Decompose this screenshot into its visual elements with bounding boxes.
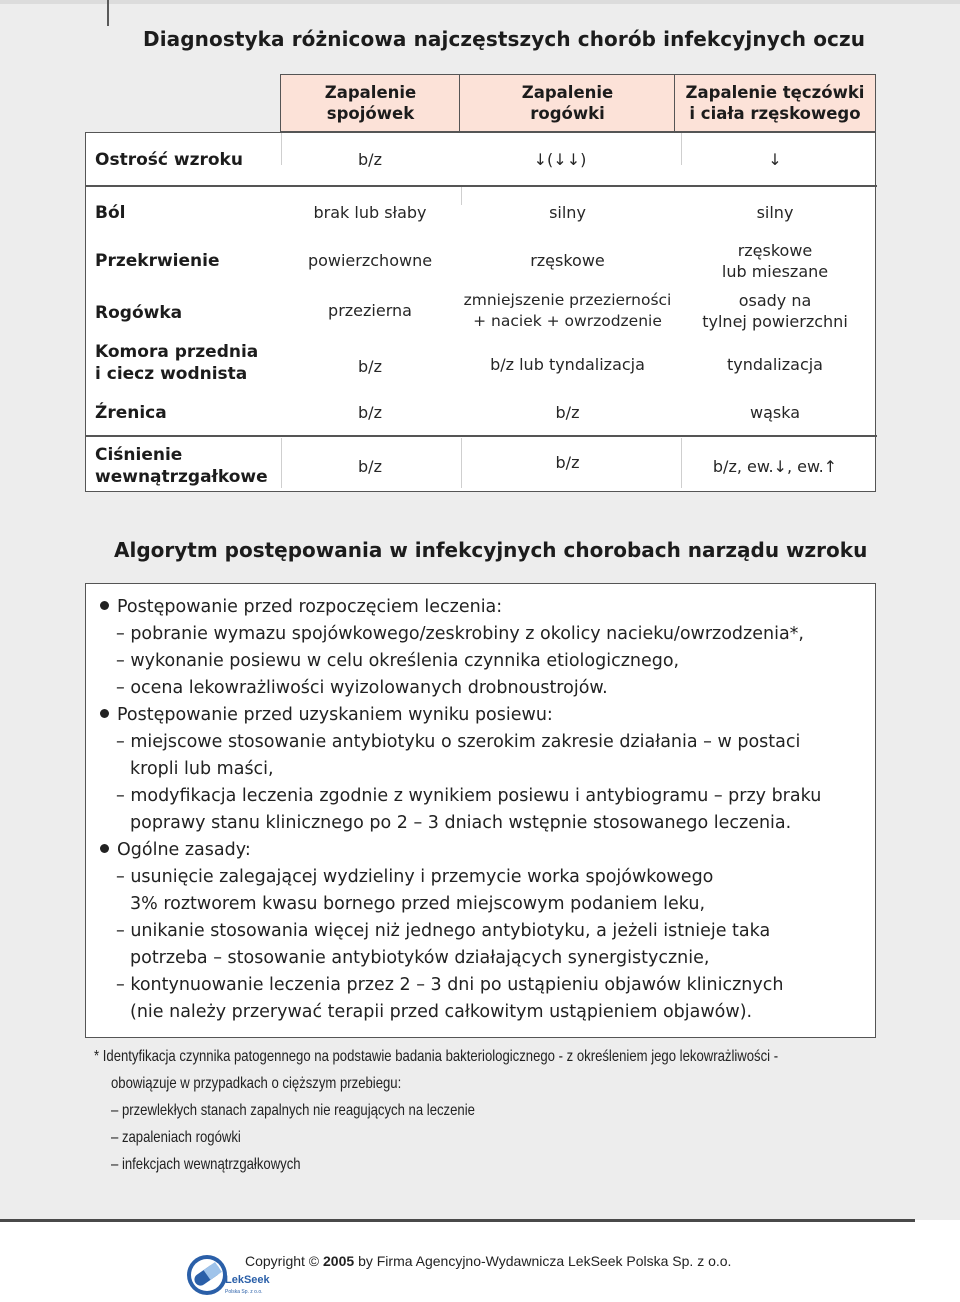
- panel-top-marker: [107, 0, 109, 26]
- cell-iop-conjunctivitis: b/z: [358, 457, 382, 476]
- cell-hyperemia-conjunctivitis: powierzchowne: [307, 251, 433, 270]
- algorithm-line-text: kropli lub maści,: [130, 759, 274, 779]
- row-label-pupil: Źrenica: [95, 403, 167, 423]
- row-label-cornea: Rogówka: [95, 303, 183, 323]
- algorithm-item: [116, 974, 783, 996]
- copyright-prefix: Copyright ©: [245, 1253, 320, 1269]
- panel-top-edge: [0, 0, 960, 4]
- logo-text: LekSeek: [225, 1274, 270, 1286]
- algorithm-item: [116, 866, 713, 888]
- footnote-line: – przewlekłych stanach zapalnych nie reagujących na leczenie: [111, 1102, 475, 1119]
- cell-acuity-keratitis: ↓(↓↓): [533, 150, 587, 169]
- algorithm-line-text: – miejscowe stosowanie antybiotyku o szerokim zakresie działania – w postaci: [116, 732, 801, 752]
- algorithm-item: [116, 785, 821, 807]
- cell-chamber-keratitis: b/z lub tyndalizacja: [490, 355, 645, 374]
- cell-pain-keratitis: silny: [549, 203, 586, 222]
- logo-subtext: Polska Sp. z o.o.: [225, 1289, 263, 1295]
- algorithm-item: [130, 812, 791, 834]
- column-header-keratitis: Zapalenie rogówki: [459, 74, 676, 132]
- algorithm-line-text: potrzeba – stosowanie antybiotyków działających synergistycznie,: [130, 948, 710, 968]
- algorithm-line-text: – modyfikacja leczenia zgodnie z wynikiem posiewu i antybiogramu – przy braku: [116, 786, 822, 806]
- row-divider: [86, 435, 877, 437]
- algorithm-line-text: – kontynuowanie leczenia przez 2 – 3 dni po ustąpieniu objawów klinicznych: [116, 975, 784, 995]
- algorithm-item: [116, 731, 800, 753]
- cell-iop-iridocyclitis: b/z, ew.↓, ew.↑: [712, 457, 838, 476]
- cell-pupil-conjunctivitis: b/z: [358, 403, 382, 422]
- algorithm-line-text: – unikanie stosowania więcej niż jednego antybiotyku, a jeżeli istnieje taka: [116, 921, 771, 941]
- algorithm-line-text: Postępowanie przed rozpoczęciem leczenia:: [117, 597, 503, 617]
- cell-iop-keratitis: b/z: [555, 453, 580, 472]
- cell-hyperemia-iridocyclitis: rzęskowe lub mieszane: [721, 241, 829, 281]
- copyright-publisher: by Firma Agencyjno-Wydawnicza LekSeek Polska Sp. z o.o.: [358, 1253, 732, 1269]
- algorithm-item: [130, 893, 705, 915]
- diagnosis-table: [85, 74, 876, 492]
- algorithm-item: [130, 758, 274, 780]
- row-label-visual-acuity: Ostrość wzroku: [95, 150, 243, 170]
- copyright-line: [245, 1253, 731, 1269]
- cell-chamber-iridocyclitis: tyndalizacja: [727, 355, 823, 374]
- footnote-line: – infekcjach wewnątrzgałkowych: [111, 1156, 301, 1173]
- algorithm-line-text: – usunięcie zalegającej wydzieliny i przemycie worka spojówkowego: [116, 867, 714, 887]
- cell-cornea-conjunctivitis: przezierna: [328, 301, 412, 320]
- bullet-dot-icon: [100, 844, 109, 853]
- cell-chamber-conjunctivitis: b/z: [358, 357, 382, 376]
- algorithm-item: [116, 677, 608, 699]
- algorithm-item: [116, 920, 770, 942]
- cell-pain-iridocyclitis: silny: [756, 203, 794, 222]
- algorithm-line-text: – ocena lekowrażliwości wyizolowanych drobnoustrojów.: [116, 678, 608, 698]
- algorithm-title: Algorytm postępowania w infekcyjnych chorobach narządu wzroku: [114, 538, 868, 562]
- algorithm-item: [130, 1001, 752, 1023]
- row-label-iop: Ciśnienie wewnątrzgałkowe: [95, 445, 268, 487]
- cell-pupil-keratitis: b/z: [555, 403, 580, 422]
- algorithm-box: [85, 583, 876, 1038]
- footnote-line: – zapaleniach rogówki: [111, 1129, 241, 1146]
- bullet-dot-icon: [100, 601, 109, 610]
- algorithm-line-text: – pobranie wymazu spojówkowego/zeskrobiny z okolicy nacieku/owrzodzenia*,: [116, 624, 804, 644]
- algorithm-line-text: Ogólne zasady:: [117, 840, 251, 860]
- algorithm-line-text: – wykonanie posiewu w celu określenia czynnika etiologicznego,: [116, 651, 680, 671]
- algorithm-bullet: [100, 704, 553, 726]
- algorithm-bullet: [100, 596, 502, 618]
- bullet-dot-icon: [100, 709, 109, 718]
- copyright-year: 2005: [323, 1253, 355, 1269]
- cell-cornea-keratitis: zmniejszenie przezierności + naciek + owrzodzenie: [463, 291, 672, 330]
- algorithm-item: [116, 623, 804, 645]
- column-separator: [681, 133, 682, 165]
- row-label-hyperemia: Przekrwienie: [95, 251, 220, 271]
- column-header-iridocyclitis: Zapalenie tęczówki i ciała rzęskowego: [674, 74, 876, 132]
- algorithm-bullet: [100, 839, 251, 861]
- algorithm-line-text: (nie należy przerywać terapii przed całkowitym ustąpieniem objawów).: [130, 1002, 753, 1022]
- cell-pain-conjunctivitis: brak lub słaby: [313, 203, 427, 222]
- footnote-line: obowiązuje w przypadkach o cięższym przebiegu:: [111, 1075, 402, 1092]
- column-header-conjunctivitis: Zapalenie spojówek: [280, 74, 461, 132]
- cell-acuity-iridocyclitis: ↓: [768, 150, 782, 169]
- row-label-pain: Ból: [95, 203, 126, 223]
- algorithm-item: [130, 947, 709, 969]
- algorithm-line-text: poprawy stanu klinicznego po 2 – 3 dniach wstępnie stosowanego leczenia.: [130, 813, 792, 833]
- row-label-anterior-chamber: Komora przednia i ciecz wodnista: [95, 342, 259, 384]
- cell-acuity-conjunctivitis: b/z: [358, 150, 382, 169]
- row-divider: [86, 185, 877, 187]
- bottom-rule: [0, 1219, 915, 1222]
- cell-hyperemia-keratitis: rzęskowe: [530, 251, 605, 270]
- algorithm-line-text: 3% roztworem kwasu bornego przed miejscowym podaniem leku,: [130, 894, 706, 914]
- table-title: Diagnostyka różnicowa najczęstszych chorób infekcyjnych oczu: [143, 27, 866, 51]
- algorithm-line-text: Postępowanie przed uzyskaniem wyniku posiewu:: [117, 705, 553, 725]
- cell-pupil-iridocyclitis: wąska: [749, 403, 800, 422]
- algorithm-item: [116, 650, 679, 672]
- footnote-line: * Identyfikacja czynnika patogennego na podstawie badania bakteriologicznego - z określeniem jego lekowrażliwości -: [94, 1048, 779, 1065]
- cell-cornea-iridocyclitis: osady na tylnej powierzchni: [702, 291, 848, 331]
